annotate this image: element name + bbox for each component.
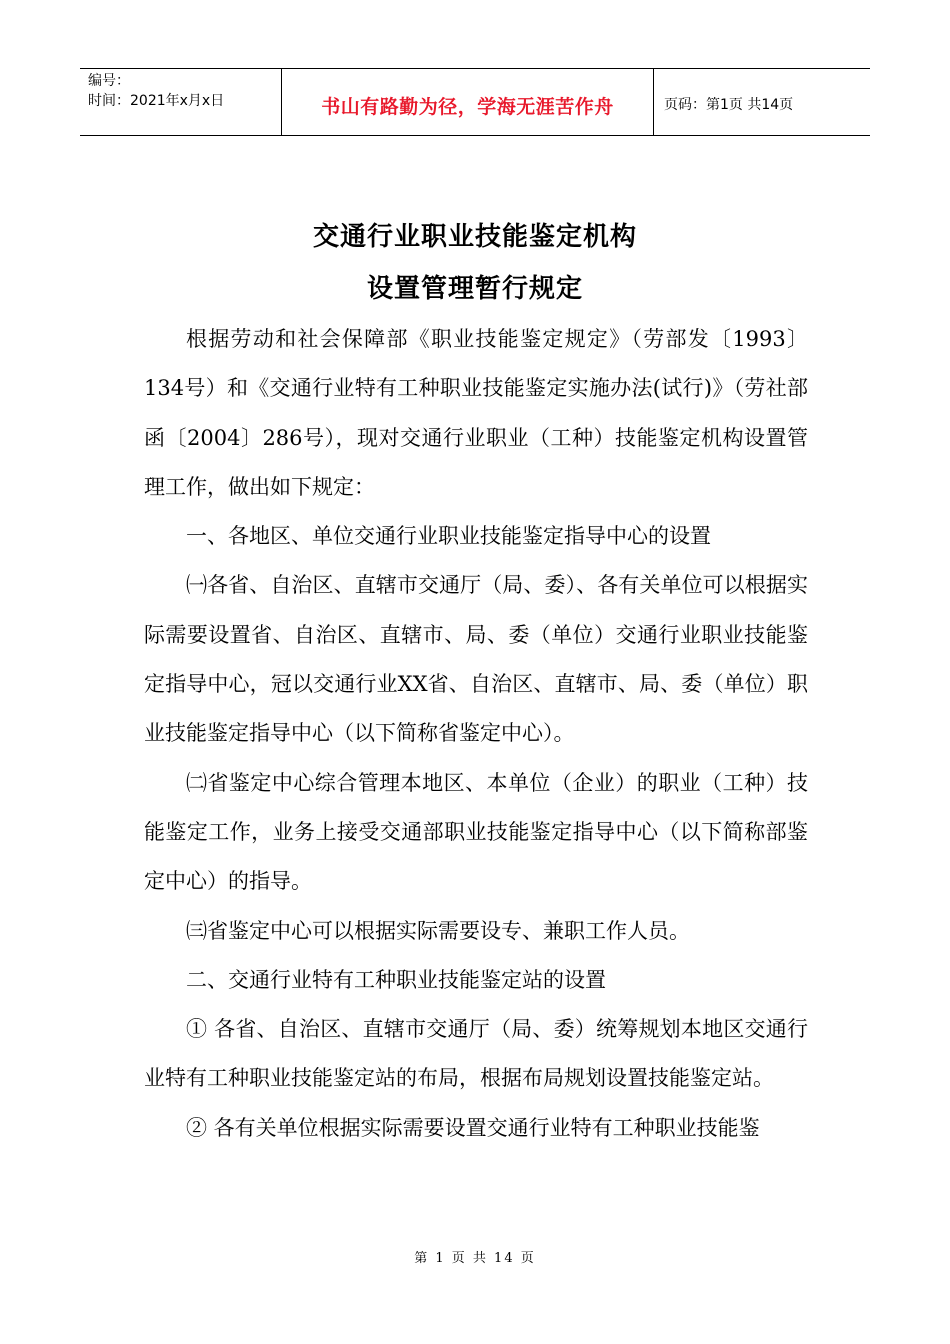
serial-number-label: 编号： — [88, 73, 130, 89]
paragraph: ① 各省、自治区、直辖市交通厅（局、委）统筹规划本地区交通行业特有工种职业技能鉴定站的布局，根据布局规划设置技能鉴定站。 — [144, 1017, 808, 1091]
motto-text: 书山有路勤为径，学海无涯苦作舟 — [321, 95, 614, 118]
document-body — [144, 315, 808, 1153]
paragraph: 根据劳动和社会保障部《职业技能鉴定规定》（劳部发〔1993〕134号）和《交通行业特有工种职业技能鉴定实施办法(试行)》（劳社部函〔2004〕286号），现对交通行业职业（工种）技能鉴定机构设置管理工作，做出如下规定： — [144, 327, 808, 499]
paragraph: ㈢省鉴定中心可以根据实际需要设专、兼职工作人员。 — [186, 918, 690, 943]
section-heading: 二、交通行业特有工种职业技能鉴定站的设置 — [186, 967, 606, 992]
page-footer: 第 1 页 共 14 页 — [414, 1251, 536, 1266]
header-table — [80, 68, 870, 136]
paragraph: ㈠各省、自治区、直辖市交通厅（局、委）、各有关单位可以根据实际需要设置省、自治区、直辖市、局、委（单位）交通行业职业技能鉴定指导中心，冠以交通行业XX省、自治区、直辖市、局、委（单位）职业技能鉴定指导中心（以下简称省鉴定中心）。 — [144, 573, 808, 746]
page-info: 页码：第1页 共14页 — [664, 97, 794, 113]
paragraph: ② 各有关单位根据实际需要设置交通行业特有工种职业技能鉴 — [186, 1115, 760, 1140]
header-page-cell — [654, 69, 870, 135]
paragraph: ㈡省鉴定中心综合管理本地区、本单位（企业）的职业（工种）技能鉴定工作，业务上接受交通部职业技能鉴定指导中心（以下简称部鉴定中心）的指导。 — [144, 770, 808, 894]
header-motto-cell — [282, 69, 654, 135]
header-left-cell — [80, 69, 282, 135]
section-heading: 一、各地区、单位交通行业职业技能鉴定指导中心的设置 — [186, 524, 711, 549]
document-title-line1: 交通行业职业技能鉴定机构 — [312, 222, 637, 252]
document-title-line2: 设置管理暂行规定 — [366, 274, 583, 304]
date-label: 时间：2021年x月x日 — [88, 93, 225, 109]
